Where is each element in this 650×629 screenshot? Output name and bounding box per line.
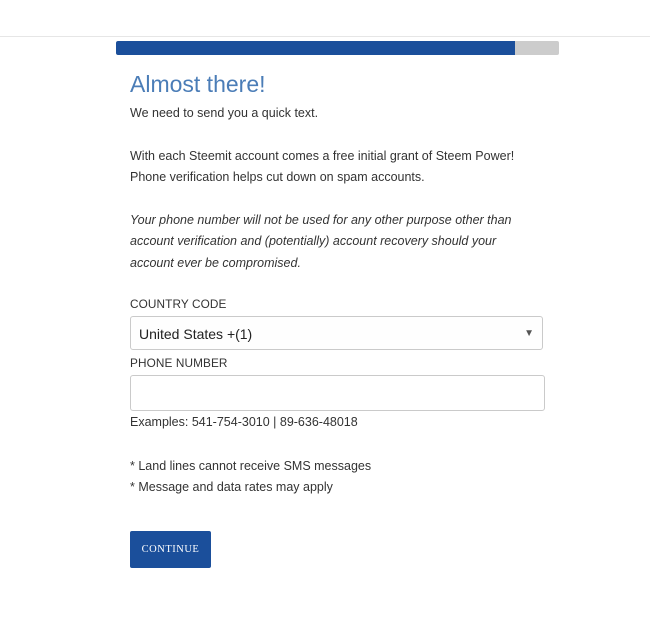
- notes-list: [130, 456, 545, 499]
- grant-line: Phone verification helps cut down on spam accounts.: [130, 170, 425, 184]
- page-title: Almost there!: [130, 71, 266, 97]
- privacy-line: Your phone number will not be used for any other purpose other than: [130, 212, 512, 227]
- privacy-line: account ever be compromised.: [130, 255, 301, 270]
- privacy-line: account verification and (potentially) account recovery should your: [130, 234, 497, 248]
- phone-number-label: PHONE NUMBER: [130, 356, 228, 370]
- phone-number-input[interactable]: [130, 375, 545, 411]
- intro-text: We need to send you a quick text.: [130, 106, 319, 120]
- continue-button[interactable]: CONTINUE: [130, 531, 211, 568]
- chevron-down-icon: ▼: [524, 328, 534, 339]
- progress-bar-fill: [116, 41, 515, 55]
- country-code-select[interactable]: [130, 316, 543, 350]
- country-code-label: COUNTRY CODE: [130, 297, 227, 311]
- note-item: * Land lines cannot receive SMS messages: [130, 458, 372, 473]
- header-divider: [0, 36, 650, 37]
- progress-bar: [116, 41, 559, 55]
- privacy-paragraph: [130, 210, 545, 275]
- note-item: * Message and data rates may apply: [130, 480, 333, 494]
- country-code-value: United States +(1): [139, 326, 253, 342]
- verification-form: [130, 70, 545, 568]
- grant-line: With each Steemit account comes a free initial grant of Steem Power!: [130, 148, 515, 163]
- grant-paragraph: [130, 146, 545, 189]
- phone-examples-text: Examples: 541-754-3010 | 89-636-48018: [130, 415, 358, 429]
